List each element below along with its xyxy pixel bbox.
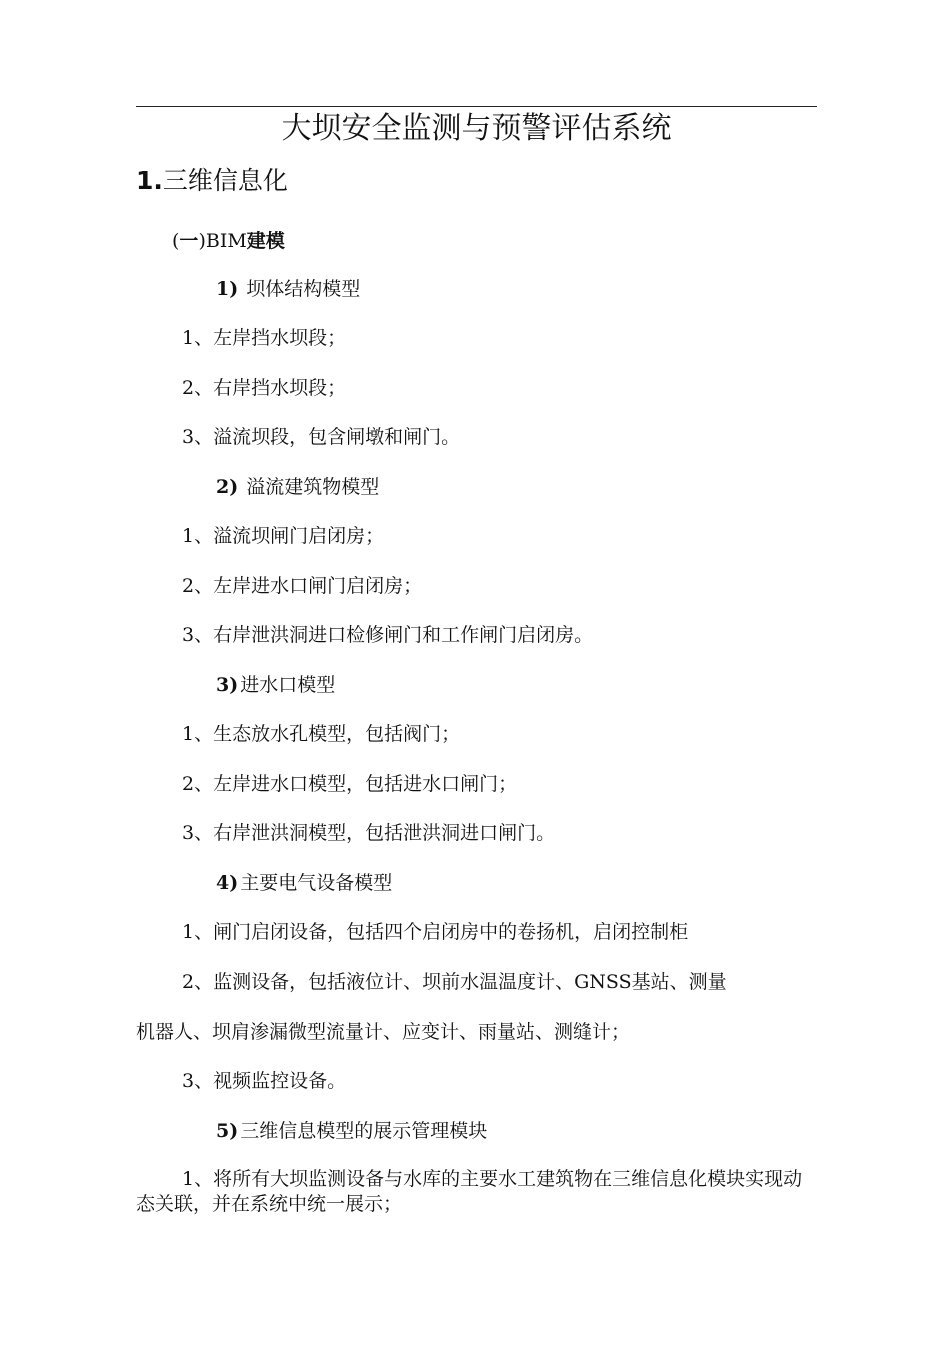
list-item: 1、溢流坝闸门启闭房；: [182, 525, 385, 547]
document-title: 大坝安全监测与预警评估系统: [281, 111, 672, 146]
list-item: 3、视频监控设备。: [182, 1070, 347, 1092]
block-number: 4): [216, 872, 239, 894]
list-item: 2、左岸进水口闸门启闭房；: [182, 575, 423, 597]
block-title: 溢流建筑物模型: [246, 476, 380, 498]
list-item: 1、生态放水孔模型，包括阀门；: [182, 723, 461, 745]
block-heading-display-module: [216, 1116, 487, 1146]
list-item: 1、左岸挡水坝段；: [182, 327, 347, 349]
subsection-heading-bim: [172, 226, 285, 256]
block-title: 坝体结构模型: [246, 278, 361, 300]
section-title: 三维信息化: [162, 166, 288, 195]
list-item: 3、溢流坝段，包含闸墩和闸门。: [182, 426, 461, 448]
block-heading-electrical: [216, 868, 392, 898]
block-title: 三维信息模型的展示管理模块: [240, 1120, 488, 1142]
section-number: 1.: [136, 166, 163, 195]
subsection-prefix: (: [172, 230, 180, 252]
block-title: 进水口模型: [240, 674, 336, 696]
header-rule: [136, 106, 817, 107]
list-item: 2、右岸挡水坝段；: [182, 377, 347, 399]
list-item: 2、左岸进水口模型，包括进水口闸门；: [182, 773, 518, 795]
block-heading-dam-structure: [216, 274, 360, 304]
block-title: 主要电气设备模型: [240, 872, 393, 894]
block-number: 1): [216, 278, 239, 300]
block-number: 3): [216, 674, 239, 696]
block-heading-intake: [216, 670, 335, 700]
list-item-continuation: 机器人、坝肩渗漏微型流量计、应变计、雨量站、测缝计；: [136, 1021, 631, 1043]
paragraph-item: 1、将所有大坝监测设备与水库的主要水工建筑物在三维信息化模块实现动态关联，并在系统中统一展示；: [136, 1168, 803, 1215]
section-heading-1: [136, 163, 288, 199]
block-number: 5): [216, 1120, 239, 1142]
list-item: 1、闸门启闭设备，包括四个启闭房中的卷扬机，启闭控制柜: [182, 921, 689, 943]
block-number: 2): [216, 476, 239, 498]
subsection-title: 建模: [246, 230, 285, 252]
block-heading-spillway-buildings: [216, 472, 379, 502]
list-item: 2、监测设备，包括液位计、坝前水温温度计、GNSS基站、测量: [182, 971, 727, 993]
list-item: 3、右岸泄洪洞进口检修闸门和工作闸门启闭房。: [182, 624, 594, 646]
subsection-suffix: )BIM: [198, 230, 247, 252]
subsection-marker: 一: [179, 230, 199, 252]
list-item: 3、右岸泄洪洞模型，包括泄洪洞进口闸门。: [182, 822, 556, 844]
